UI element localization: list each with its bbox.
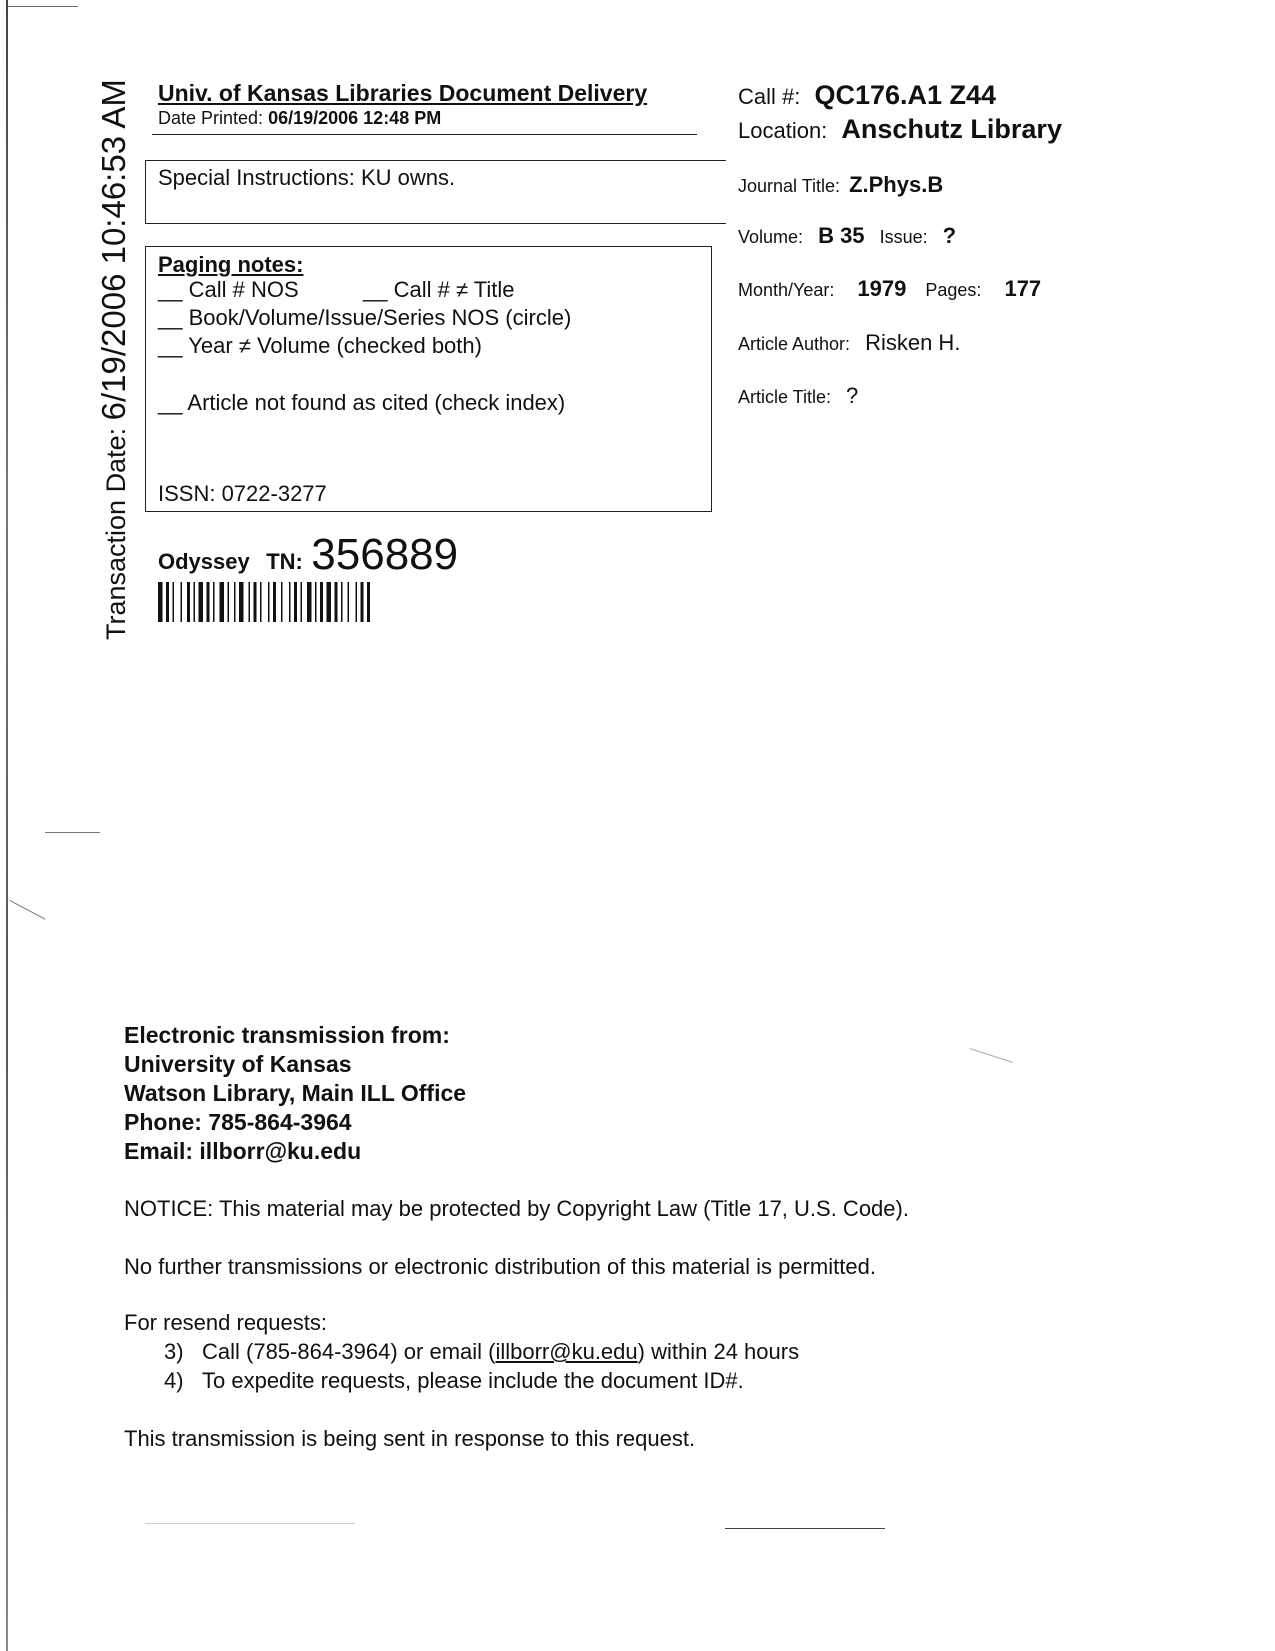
barcode-bar <box>341 582 343 622</box>
barcode-bar <box>254 582 257 622</box>
barcode-bar <box>239 582 244 622</box>
pages-value: 177 <box>1004 276 1042 301</box>
transaction-date-label: Transaction Date: <box>101 427 131 640</box>
issue-label: Issue: <box>879 227 928 247</box>
scan-mark <box>45 832 100 833</box>
barcode-bar <box>367 582 370 622</box>
tn-value: 356889 <box>311 530 459 579</box>
paging-item-book-volume <box>158 305 571 331</box>
article-author <box>738 330 960 356</box>
barcode-bar <box>307 582 312 622</box>
special-instructions: Special Instructions: KU owns. <box>158 165 456 190</box>
tn-label: TN: <box>266 549 303 574</box>
resend-item-text: Call (785-864-3964) or email ( <box>202 1339 496 1364</box>
copyright-notice: NOTICE: This material may be protected by Copyright Law (Title 17, U.S. Code). <box>124 1196 909 1221</box>
journal-title-value: Z.Phys.B <box>849 172 944 197</box>
month-year-pages <box>738 276 1041 302</box>
location-label: Location: <box>738 118 828 143</box>
barcode-bar <box>315 582 317 622</box>
barcode-bar <box>327 582 332 622</box>
article-title-value: ? <box>846 383 859 408</box>
volume-value: B 35 <box>818 223 865 248</box>
distribution-notice: No further transmissions or electronic distribution of this material is permitted. <box>124 1254 876 1279</box>
barcode-bar <box>194 582 196 622</box>
checkbox-blank: __ <box>158 333 183 358</box>
date-printed-value: 06/19/2006 12:48 PM <box>268 108 442 128</box>
resend-item-3 <box>164 1339 799 1365</box>
barcode-bar <box>361 582 364 622</box>
barcode-bar <box>166 582 169 622</box>
odyssey-tn <box>158 530 458 580</box>
issue-value: ? <box>942 223 957 248</box>
transmission-org: University of Kansas <box>124 1051 352 1077</box>
barcode-bar <box>348 582 350 622</box>
odyssey-label: Odyssey <box>158 549 250 574</box>
issn: ISSN: 0722-3277 <box>158 481 327 506</box>
resend-heading: For resend requests: <box>124 1310 327 1335</box>
date-printed <box>158 108 441 129</box>
barcode-bar <box>220 582 225 622</box>
scan-top-edge <box>8 6 78 7</box>
barcode-bar <box>228 582 230 622</box>
call-number-value: QC176.A1 Z44 <box>814 80 997 110</box>
location-value: Anschutz Library <box>841 114 1062 144</box>
barcode-bar <box>301 582 303 622</box>
paging-item-call-nos <box>158 277 299 303</box>
checkbox-blank: __ <box>363 277 388 302</box>
paging-item-year-volume <box>158 333 482 359</box>
barcode-bar <box>294 582 297 622</box>
checkbox-blank: __ <box>158 277 183 302</box>
volume-label: Volume: <box>738 227 804 247</box>
resend-item-number: 3) <box>164 1339 184 1364</box>
barcode-bar <box>213 582 215 622</box>
barcode-bar <box>207 582 210 622</box>
volume-issue <box>738 223 956 249</box>
paging-item-label: Book/Volume/Issue/Series NOS (circle) <box>188 305 572 330</box>
paging-item-label: Article not found as cited (check index) <box>187 390 566 415</box>
resend-item-text: ) within 24 hours <box>637 1339 800 1364</box>
barcode-bar <box>273 582 276 622</box>
transaction-date-value: 6/19/2006 10:46:53 AM <box>95 79 132 421</box>
resend-item-number: 4) <box>164 1368 184 1393</box>
call-number-label: Call #: <box>738 84 801 109</box>
scan-edge <box>6 0 8 1651</box>
journal-title <box>738 172 943 198</box>
barcode-bar <box>281 582 283 622</box>
barcode-bar <box>249 582 251 622</box>
barcode-bar <box>187 582 190 622</box>
paging-notes-title: Paging notes: <box>158 252 304 277</box>
paging-item-not-found <box>158 390 565 416</box>
barcode-image <box>158 582 434 622</box>
email-link[interactable]: illborr@ku.edu <box>495 1339 638 1364</box>
scan-mark <box>145 1523 355 1524</box>
scan-mark <box>10 900 46 920</box>
barcode-bar <box>260 582 262 622</box>
barcode-bar <box>356 582 358 622</box>
closing-statement: This transmission is being sent in response to this request. <box>124 1426 696 1451</box>
call-number <box>738 80 996 111</box>
transmission-email: Email: illborr@ku.edu <box>124 1138 362 1164</box>
transaction-date <box>95 79 133 640</box>
scan-mark <box>725 1528 885 1529</box>
transmission-office: Watson Library, Main ILL Office <box>124 1080 467 1106</box>
transmission-from: Electronic transmission from: <box>124 1022 450 1048</box>
journal-title-label: Journal Title: <box>738 176 841 196</box>
date-printed-label: Date Printed: <box>158 108 264 128</box>
transmission-phone: Phone: 785-864-3964 <box>124 1109 352 1135</box>
article-author-label: Article Author: <box>738 334 851 354</box>
paging-item-label: Call # ≠ Title <box>393 277 515 302</box>
scan-mark <box>970 1048 1013 1063</box>
header-title: Univ. of Kansas Libraries Document Delivery <box>158 80 648 106</box>
barcode-bar <box>268 582 270 622</box>
barcode-bar <box>335 582 338 622</box>
paging-item-label: Year ≠ Volume (checked both) <box>188 333 482 358</box>
month-year-value: 1979 <box>857 276 907 301</box>
checkbox-blank: __ <box>158 305 183 330</box>
location <box>738 114 1062 145</box>
paging-item-label: Call # NOS <box>188 277 299 302</box>
resend-item-4 <box>164 1368 744 1394</box>
barcode-bar <box>158 582 163 622</box>
barcode-bar <box>234 582 236 622</box>
barcode-bar <box>289 582 291 622</box>
barcode-bar <box>320 582 323 622</box>
barcode-bar <box>181 582 183 622</box>
resend-item-text: To expedite requests, please include the document ID#. <box>202 1368 744 1393</box>
barcode-bar <box>173 582 175 622</box>
article-author-value: Risken H. <box>865 330 961 355</box>
barcode-bar <box>199 582 204 622</box>
paging-item-call-title <box>363 277 515 303</box>
month-year-label: Month/Year: <box>738 280 835 300</box>
article-title-label: Article Title: <box>738 387 832 407</box>
article-title <box>738 383 858 409</box>
pages-label: Pages: <box>925 280 982 300</box>
checkbox-blank: __ <box>158 390 183 415</box>
header-rule <box>152 134 697 135</box>
